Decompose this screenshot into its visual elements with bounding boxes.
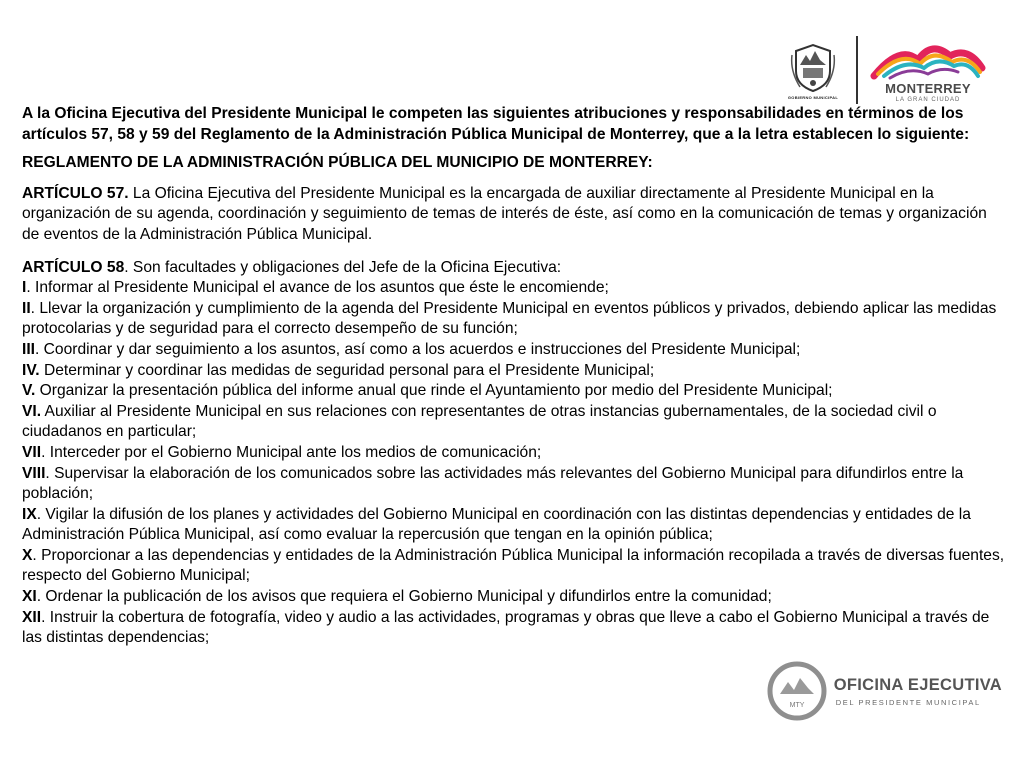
- item-number: V.: [22, 382, 36, 400]
- document-body: [22, 104, 1006, 649]
- list-item: [22, 402, 1006, 443]
- item-text: . Instruir la cobertura de fotografía, video y audio a las actividades, programas y obras que lleve a cabo el Gobierno Municipal a través de las distintas dependencias;: [22, 608, 990, 647]
- item-text: . Llevar la organización y cumplimiento de la agenda del Presidente Municipal en eventos públicos y privados, debiendo aplicar las medidas protocolarias y de seguridad para el correcto desempeño de su función;: [22, 299, 997, 338]
- item-number: I: [22, 279, 27, 297]
- item-text: . Vigilar la difusión de los planes y actividades del Gobierno Municipal en coordinación con las distintas dependencias y entidades de la Administración Pública Municipal, así como evaluar la repercusión que tengan en la opinión pública;: [22, 505, 971, 544]
- item-number: XII: [22, 608, 42, 626]
- list-item: [22, 546, 1006, 587]
- item-number: VIII: [22, 464, 46, 482]
- item-text: Auxiliar al Presidente Municipal en sus relaciones con representantes de otras instancias gubernamentales, de la sociedad civil o ciudadanos en particular;: [22, 402, 937, 441]
- item-text: . Coordinar y dar seguimiento a los asuntos, así como a los acuerdos e instrucciones del Presidente Municipal;: [35, 340, 801, 358]
- monterrey-brand-logo: [868, 38, 988, 103]
- coat-of-arms-icon: [790, 41, 836, 93]
- list-item: [22, 340, 1006, 361]
- oficina-ejecutiva-logo: [766, 660, 1002, 722]
- regulation-heading: REGLAMENTO DE LA ADMINISTRACIÓN PÚBLICA DEL MUNICIPIO DE MONTERREY:: [22, 154, 653, 172]
- article-57-text: La Oficina Ejecutiva del Presidente Municipal es la encargada de auxiliar directamente al Presidente Municipal en la organización de su agenda, coordinación y seguimiento de temas de interés de éste, así como en la comunicación de temas y organización de eventos de la Administración Pública Municipal.: [22, 184, 987, 243]
- item-text: Determinar y coordinar las medidas de seguridad personal para el Presidente Municipal;: [39, 361, 655, 379]
- mountain-ribbon-icon: [870, 38, 986, 80]
- list-item: [22, 608, 1006, 649]
- item-number: III: [22, 340, 35, 358]
- list-item: [22, 587, 1006, 608]
- item-text: . Ordenar la publicación de los avisos que requiera el Gobierno Municipal y difundirlos entre la comunidad;: [36, 588, 772, 606]
- monterrey-wordmark: MONTERREY: [885, 80, 971, 96]
- item-number: VI.: [22, 402, 42, 420]
- mty-seal-icon: [766, 660, 828, 722]
- logo-divider: [856, 36, 858, 104]
- article-57: [22, 184, 1006, 246]
- article-58-text: . Son facultades y obligaciones del Jefe de la Oficina Ejecutiva:: [124, 258, 562, 276]
- gobierno-municipal-logo: [780, 41, 846, 100]
- office-title: OFICINA EJECUTIVA: [833, 675, 1002, 694]
- list-item: [22, 361, 1006, 382]
- item-number: XI: [22, 588, 37, 606]
- office-subtitle: DEL PRESIDENTE MUNICIPAL: [835, 697, 981, 707]
- article-58-label: ARTÍCULO 58: [22, 258, 125, 276]
- article-57-label: ARTÍCULO 57.: [22, 184, 129, 202]
- item-text: Organizar la presentación pública del informe anual que rinde el Ayuntamiento por medio del Presidente Municipal;: [35, 382, 833, 400]
- item-text: . Proporcionar a las dependencias y entidades de la Administración Pública Municipal la información recopilada a través de diversas fuentes, respecto del Gobierno Municipal;: [22, 546, 1005, 585]
- item-number: II: [22, 299, 31, 317]
- list-item: [22, 505, 1006, 546]
- intro-paragraph: A la Oficina Ejecutiva del Presidente Municipal le competen las siguientes atribuciones y responsabilidades en términos de los artículos 57, 58 y 59 del Reglamento de la Administración Pública Municipal de Monterrey, que a la letra establecen lo siguiente:: [22, 105, 970, 143]
- article-58: [22, 258, 1006, 649]
- list-item: [22, 381, 1006, 402]
- list-item: [22, 299, 1006, 340]
- gobierno-caption: GOBIERNO MUNICIPAL: [787, 94, 839, 100]
- item-number: IX: [22, 505, 37, 523]
- list-item: [22, 443, 1006, 464]
- list-item: [22, 464, 1006, 505]
- header-logos: [780, 36, 988, 104]
- seal-text: MTY: [789, 702, 805, 709]
- item-text: . Supervisar la elaboración de los comunicados sobre las actividades más relevantes del Gobierno Municipal para difundirlos entre la población;: [22, 464, 964, 503]
- item-number: X: [22, 546, 33, 564]
- item-number: IV.: [22, 361, 40, 379]
- item-number: VII: [22, 443, 42, 461]
- monterrey-tagline: LA GRAN CIUDAD: [895, 96, 961, 103]
- item-text: . Informar al Presidente Municipal el avance de los asuntos que éste le encomiende;: [26, 279, 609, 297]
- item-text: . Interceder por el Gobierno Municipal ante los medios de comunicación;: [41, 443, 542, 461]
- list-item: [22, 278, 1006, 299]
- article-58-intro: [22, 258, 1006, 279]
- office-text: [834, 676, 1002, 707]
